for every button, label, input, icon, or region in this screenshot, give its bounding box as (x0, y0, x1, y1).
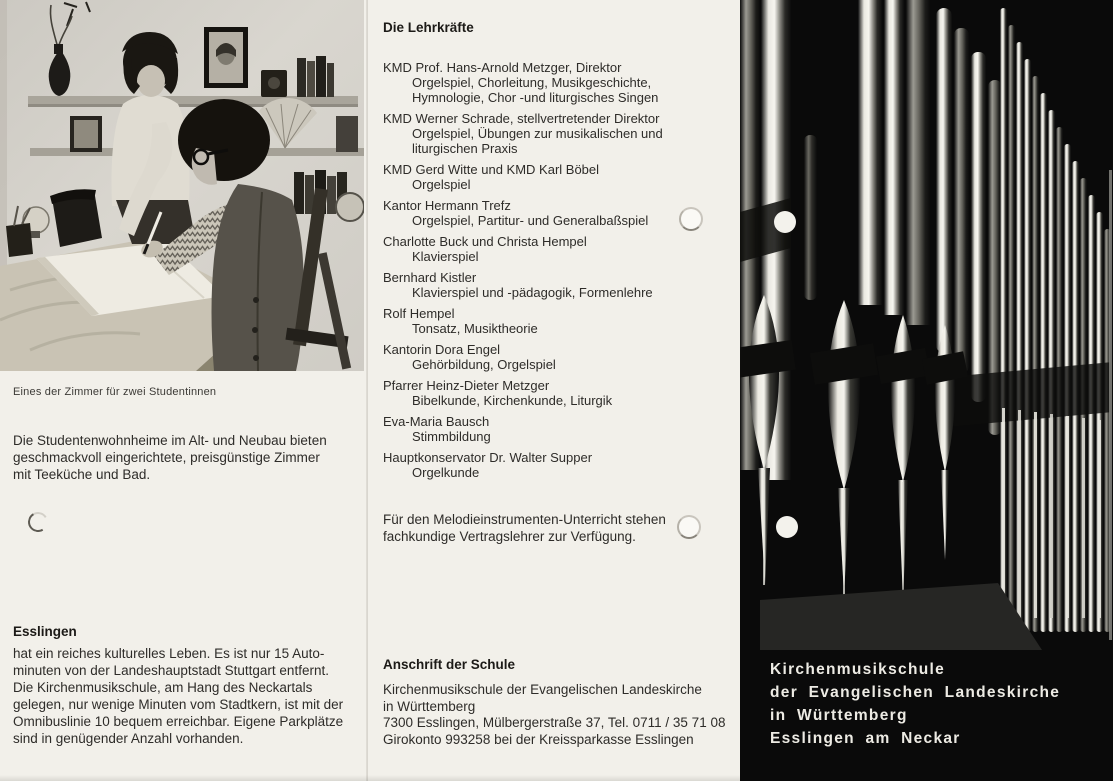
text-line: Kirchenmusikschule (770, 661, 946, 678)
cover-title (770, 658, 1100, 750)
organ-pipes-photo (740, 0, 1113, 650)
teacher-entry (383, 342, 728, 372)
teacher-subject: Orgelkunde (412, 465, 480, 480)
teacher-entry (383, 270, 728, 300)
teacher-name: Rolf Hempel (383, 306, 455, 321)
photo-caption: Eines der Zimmer für zwei Studentinnen (13, 386, 217, 398)
teacher-entry (383, 450, 728, 480)
punch-hole-ring (679, 207, 703, 231)
text-line: fachkundige Vertragslehrer zur Verfügung. (383, 529, 636, 544)
teacher-subject: Bibelkunde, Kirchenkunde, Liturgik (412, 393, 613, 408)
cover-panel (740, 0, 1113, 781)
teacher-subject: Stimmbildung (412, 429, 491, 444)
teacher-entry (383, 60, 728, 105)
address-block (383, 682, 733, 748)
teacher-entry (383, 162, 728, 192)
teacher-subject: Orgelspiel, Chorleitung, Musikgeschichte, (412, 75, 652, 90)
teacher-name: Charlotte Buck und Christa Hempel (383, 234, 587, 249)
text-line: minuten von der Landeshauptstadt Stuttgart entfernt. (13, 663, 329, 678)
teacher-entry (383, 306, 728, 336)
text-line: 7300 Esslingen, Mülbergerstraße 37, Tel. 0711 / 35 71 08 (383, 715, 726, 730)
teacher-name: Kantor Hermann Trefz (383, 198, 511, 213)
text-line: Kirchenmusikschule der Evangelischen Landeskirche (383, 682, 702, 697)
teacher-name: Eva-Maria Bausch (383, 414, 490, 429)
teacher-entry (383, 378, 728, 408)
teacher-entry (383, 111, 728, 156)
punch-hole-dot (774, 211, 796, 233)
teacher-subject: Orgelspiel, Übungen zur musikalischen und (412, 126, 663, 141)
teacher-entry (383, 414, 728, 444)
text-line: Die Studentenwohnheime im Alt- und Neubau bieten (13, 433, 327, 448)
teacher-name: Bernhard Kistler (383, 270, 477, 285)
text-line: in Württemberg (383, 698, 476, 714)
teacher-subject: liturgischen Praxis (412, 141, 518, 156)
teacher-name: Kantorin Dora Engel (383, 342, 501, 357)
teacher-name: KMD Prof. Hans-Arnold Metzger, Direktor (383, 60, 622, 75)
text-line: der Evangelischen Landeskirche (770, 684, 1061, 701)
fold-line (366, 0, 368, 781)
text-line: sind in genügender Anzahl vorhanden. (13, 731, 244, 746)
dorm-room-photo (0, 0, 364, 371)
teachers-heading: Die Lehrkräfte (383, 20, 474, 35)
text-line: hat ein reiches kulturelles Leben. Es ist nur 15 Auto- (13, 646, 325, 661)
teacher-name: Pfarrer Heinz-Dieter Metzger (383, 378, 550, 393)
text-line: Für den Melodieinstrumenten-Unterricht stehen (383, 512, 666, 527)
punch-hole-ring (677, 515, 701, 539)
teacher-name: KMD Gerd Witte und KMD Karl Böbel (383, 162, 600, 177)
text-line: geschmackvoll eingerichtete, preisgünstige Zimmer (13, 450, 320, 465)
teacher-subject: Orgelspiel (412, 177, 471, 192)
text-line: Esslingen am Neckar (770, 730, 961, 747)
text-line: Die Kirchenmusikschule, am Hang des Neckartals (13, 680, 313, 695)
text-line: gelegen, nur wenige Minuten vom Stadtkern, ist mit der (13, 697, 344, 712)
teacher-subject: Klavierspiel und -pädagogik, Formenlehre (412, 285, 653, 300)
scan-shadow (0, 775, 740, 781)
text-line: mit Teeküche und Bad. (13, 467, 151, 482)
dorm-paragraph (13, 432, 358, 483)
teacher-entry (383, 234, 728, 264)
esslingen-paragraph (13, 645, 363, 747)
scan-ring-artifact (26, 510, 50, 534)
melody-instruments-note (383, 511, 723, 545)
text-line: in Württemberg (770, 707, 908, 724)
teacher-subject: Klavierspiel (412, 249, 479, 264)
esslingen-heading: Esslingen (13, 624, 77, 639)
teacher-subject: Tonsatz, Musiktheorie (412, 321, 538, 336)
teacher-list (383, 60, 728, 486)
teacher-name: Hauptkonservator Dr. Walter Supper (383, 450, 593, 465)
teacher-subject: Orgelspiel, Partitur- und Generalbaßspiel (412, 213, 649, 228)
teacher-name: KMD Werner Schrade, stellvertretender Direktor (383, 111, 660, 126)
address-heading: Anschrift der Schule (383, 657, 516, 672)
teacher-subject: Gehörbildung, Orgelspiel (412, 357, 556, 372)
teacher-subject: Hymnologie, Chor -und liturgisches Singen (412, 90, 659, 105)
text-line: Omnibuslinie 10 bequem erreichbar. Eigene Parkplätze (13, 714, 344, 729)
text-line: Girokonto 993258 bei der Kreissparkasse Esslingen (383, 731, 694, 747)
teacher-entry (383, 198, 728, 228)
punch-hole-dot (776, 516, 798, 538)
